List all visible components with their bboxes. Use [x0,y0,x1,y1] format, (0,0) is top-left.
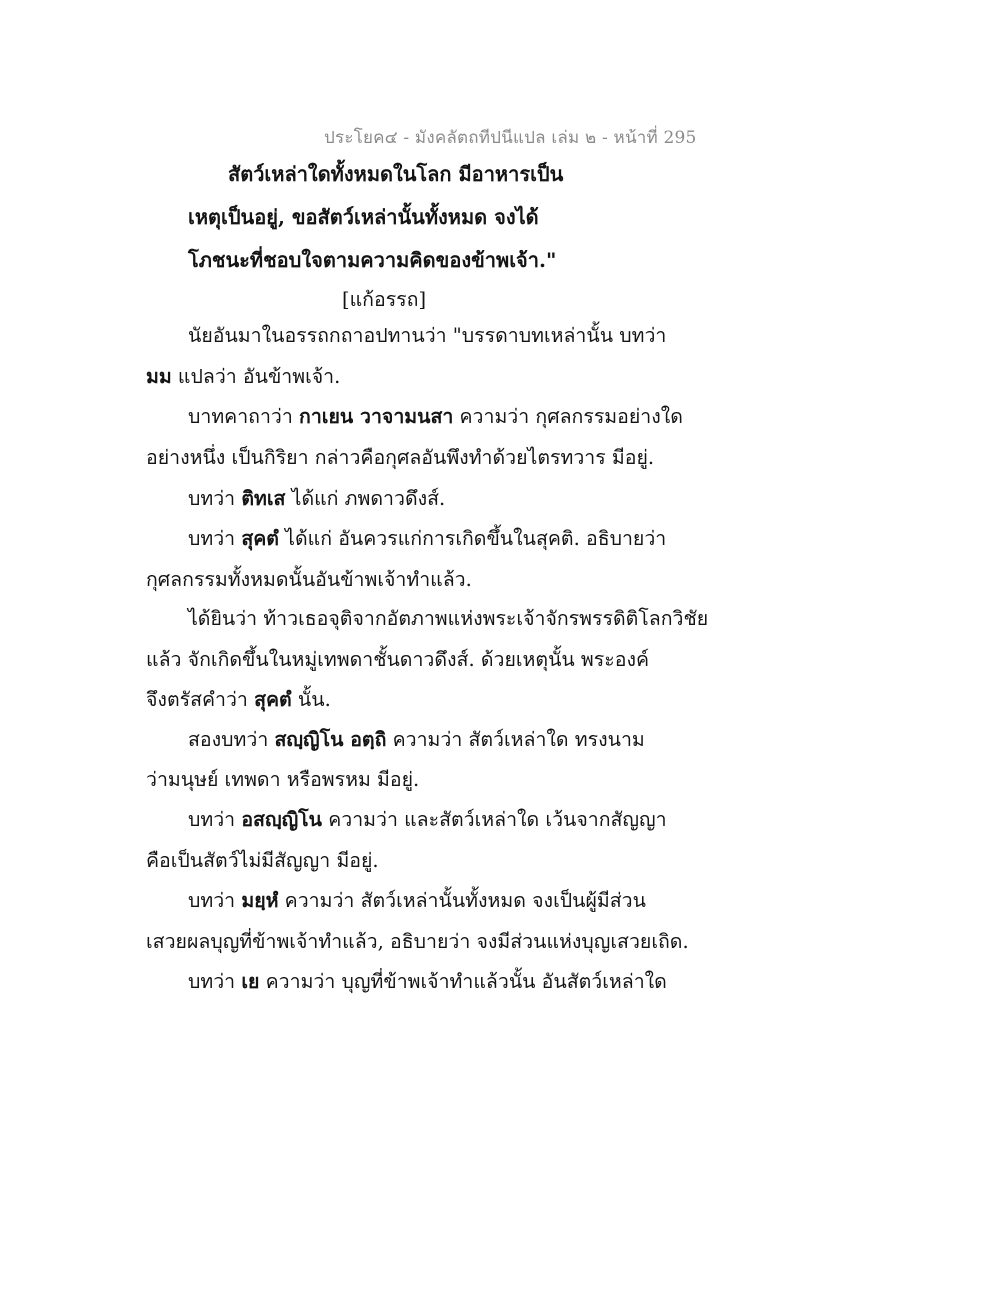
p1-line-2-text: แปลว่า อันข้าพเจ้า. [171,365,341,388]
p8-line-1-post: ความว่า สัตว์เหล่านั้นทั้งหมด จงเป็นผู้มีส่วน [278,889,646,912]
p2-line-1 [188,403,683,431]
pali-term: มม [146,365,172,388]
pali-term: สญฺญิโน อตฺถิ [274,728,387,751]
p6-line-1-post: ความว่า สัตว์เหล่าใด ทรงนาม [386,728,645,751]
p3-line-1-post: ได้แก่ ภพดาวดึงส์. [285,487,446,510]
verse-line-2: เหตุเป็นอยู่, ขอสัตว์เหล่านั้นทั้งหมด จงได้ [188,205,539,229]
p4-line-1 [188,525,666,553]
pali-term: เย [241,970,260,993]
p5-line-2: แล้ว จักเกิดขึ้นในหมู่เทพดาชั้นดาวดึงส์. ด้วยเหตุนั้น พระองค์ [146,648,650,671]
p2-line-1-pre: บาทคาถาว่า [188,405,300,428]
p4-line-2: กุศลกรรมทั้งหมดนั้นอันข้าพเจ้าทำแล้ว. [146,568,472,591]
p9-line-1-pre: บทว่า [188,970,242,993]
p2-line-2: อย่างหนึ่ง เป็นกิริยา กล่าวคือกุศลอันพึงทำด้วยไตรทวาร มีอยู่. [146,446,655,469]
p8-line-1 [188,887,646,915]
p3-line-1-pre: บทว่า [188,487,242,510]
p2-line-1-post: ความว่า กุศลกรรมอย่างใด [453,405,683,428]
p6-line-1-pre: สองบทว่า [188,728,275,751]
p7-line-1 [188,806,667,834]
verse-line-1: สัตว์เหล่าใดทั้งหมดในโลก มีอาหารเป็น [228,162,564,186]
p6-line-2: ว่ามนุษย์ เทพดา หรือพรหม มีอยู่. [146,768,420,791]
running-header: ประโยค๔ - มังคลัตถทีปนีแปล เล่ม ๒ - หน้าที่ 295 [324,128,697,148]
p4-line-1-post: ได้แก่ อันควรแก่การเกิดขึ้นในสุคติ. อธิบายว่า [278,527,667,550]
pali-term: มยฺหํ [241,889,279,912]
pali-term: ติทเส [241,487,286,510]
pali-term: สุคตํ [241,527,279,550]
p7-line-1-post: ความว่า และสัตว์เหล่าใด เว้นจากสัญญา [322,808,667,831]
p1-line-1: นัยอันมาในอรรถกถาอปทานว่า "บรรดาบทเหล่านั้น บทว่า [188,324,667,347]
p5-line-3-post: นั้น. [291,688,331,711]
p7-line-2: คือเป็นสัตว์ไม่มีสัญญา มีอยู่. [146,849,379,872]
p1-line-2 [146,363,340,391]
p5-line-1: ได้ยินว่า ท้าวเธอจุติจากอัตภาพแห่งพระเจ้าจักรพรรดิติโลกวิชัย [188,607,709,630]
p4-line-1-pre: บทว่า [188,527,242,550]
p5-line-3 [146,686,331,714]
pali-term: กาเยน วาจามนสา [299,405,454,428]
p8-line-1-pre: บทว่า [188,889,242,912]
p6-line-1 [188,726,645,754]
pali-term: อสญฺญิโน [241,808,322,831]
section-label: [แก้อรรถ] [342,288,427,311]
p3-line-1 [188,485,445,513]
verse-line-3: โภชนะที่ชอบใจตามความคิดของข้าพเจ้า." [188,248,557,272]
p9-line-1-post: ความว่า บุญที่ข้าพเจ้าทำแล้วนั้น อันสัตว์เหล่าใด [259,970,667,993]
p5-line-3-pre: จึงตรัสคำว่า [146,688,255,711]
p9-line-1 [188,968,667,996]
pali-term: สุคตํ [254,688,292,711]
p8-line-2: เสวยผลบุญที่ข้าพเจ้าทำแล้ว, อธิบายว่า จงมีส่วนแห่งบุญเสวยเถิด. [146,930,689,953]
p7-line-1-pre: บทว่า [188,808,242,831]
